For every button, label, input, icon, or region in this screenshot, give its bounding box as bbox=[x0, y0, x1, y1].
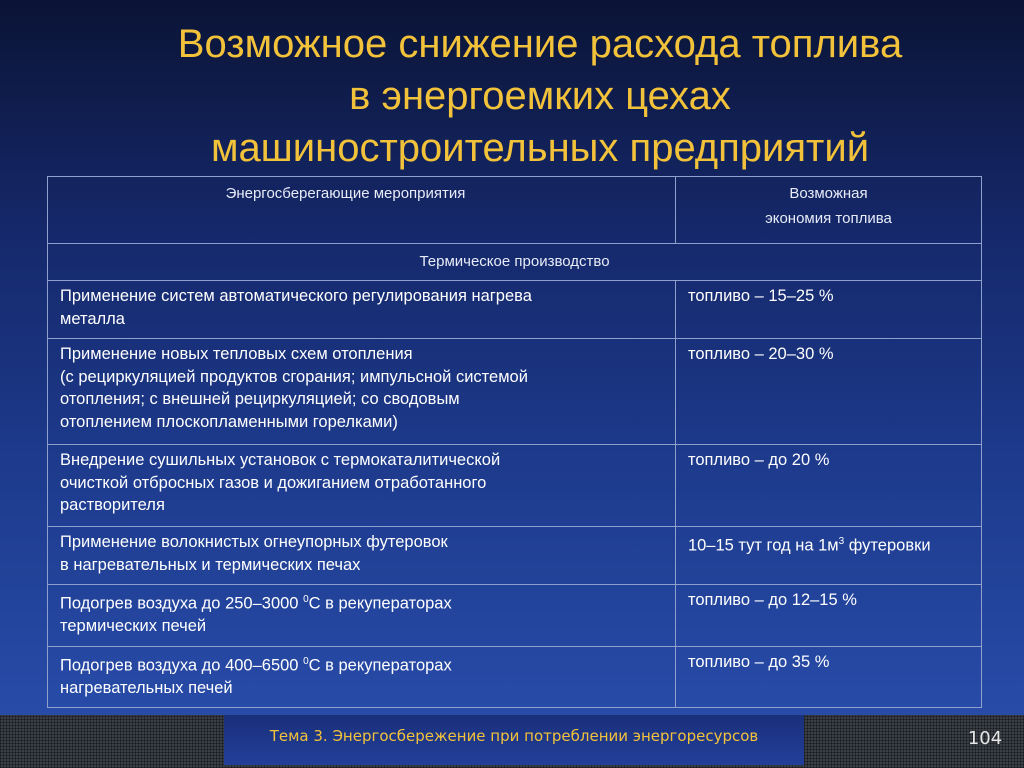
measure-text-suffix: С в рекуператорах bbox=[308, 594, 452, 613]
measure-cell bbox=[48, 646, 676, 708]
table-header-row bbox=[48, 177, 982, 244]
table-row bbox=[48, 527, 982, 585]
measure-line: Применение новых тепловых схем отопления bbox=[60, 345, 413, 363]
footer-topic: Тема 3. Энергосбережение при потреблении энергоресурсов bbox=[269, 727, 759, 745]
measure-line: термических печей bbox=[60, 617, 207, 635]
title-line-1: Возможное снижение расхода топлива bbox=[177, 22, 903, 66]
slide-title bbox=[60, 18, 1020, 174]
measure-cell bbox=[48, 339, 676, 445]
measure-line: отопления; с внешней рециркуляцией; со сводовым bbox=[60, 390, 460, 408]
header-measures bbox=[48, 177, 676, 244]
measure-line: отоплением плоскопламенными горелками) bbox=[60, 412, 398, 431]
measure-line: металла bbox=[60, 309, 125, 328]
superscript: 0 bbox=[303, 655, 309, 667]
saving-cell: топливо – до 12–15 % bbox=[675, 585, 981, 647]
table-row bbox=[48, 585, 982, 647]
saving-cell: топливо – 15–25 % bbox=[675, 281, 981, 339]
table-row bbox=[48, 281, 982, 339]
measure-line: Применение систем автоматического регулирования нагрева bbox=[60, 287, 532, 305]
section-title: Термическое производство bbox=[48, 244, 982, 281]
header-saving-line-1: Возможная bbox=[789, 185, 868, 202]
measure-cell bbox=[48, 281, 676, 339]
section-row bbox=[48, 244, 982, 281]
measure-line: растворителя bbox=[60, 496, 165, 514]
saving-cell: топливо – 20–30 % bbox=[675, 339, 981, 445]
measure-cell bbox=[48, 527, 676, 585]
saving-cell bbox=[675, 527, 981, 585]
saving-text-suffix: футеровки bbox=[844, 536, 931, 555]
measure-line: очисткой отбросных газов и дожиганием отработанного bbox=[60, 473, 487, 492]
saving-cell: топливо – до 35 % bbox=[675, 646, 981, 708]
table-row bbox=[48, 646, 982, 708]
measure-text: Подогрев воздуха до 250–3000 bbox=[60, 594, 304, 613]
measure-line: Применение волокнистых огнеупорных футеровок bbox=[60, 533, 448, 551]
measure-cell bbox=[48, 445, 676, 527]
header-saving-line-2: экономия топлива bbox=[765, 210, 892, 227]
superscript: 3 bbox=[838, 536, 845, 547]
measure-text: Подогрев воздуха до 400–6500 bbox=[60, 656, 304, 674]
measure-line: в нагревательных и термических печах bbox=[60, 555, 361, 574]
saving-cell: топливо – до 20 % bbox=[675, 445, 981, 527]
measure-line: (с рециркуляцией продуктов сгорания; импульсной системой bbox=[60, 367, 528, 386]
title-line-3: машиностроительных предприятий bbox=[210, 126, 870, 170]
energy-saving-table bbox=[47, 176, 982, 708]
measure-line bbox=[60, 651, 665, 677]
measure-cell bbox=[48, 585, 676, 647]
header-measures-label: Энергосберегающие мероприятия bbox=[225, 185, 466, 202]
measure-line: Внедрение сушильных установок с термокаталитической bbox=[60, 451, 501, 469]
measure-text-suffix: С в рекуператорах bbox=[308, 656, 452, 674]
saving-text: 10–15 тут год на 1м bbox=[687, 536, 839, 555]
header-saving bbox=[675, 177, 981, 244]
table-row bbox=[48, 445, 982, 527]
measure-line: нагревательных печей bbox=[60, 678, 233, 697]
superscript: 0 bbox=[303, 594, 309, 605]
table-row bbox=[48, 339, 982, 445]
measure-line bbox=[60, 589, 665, 615]
title-line-2: в энергоемких цехах bbox=[349, 74, 731, 118]
page-number: 104 bbox=[967, 728, 1003, 749]
